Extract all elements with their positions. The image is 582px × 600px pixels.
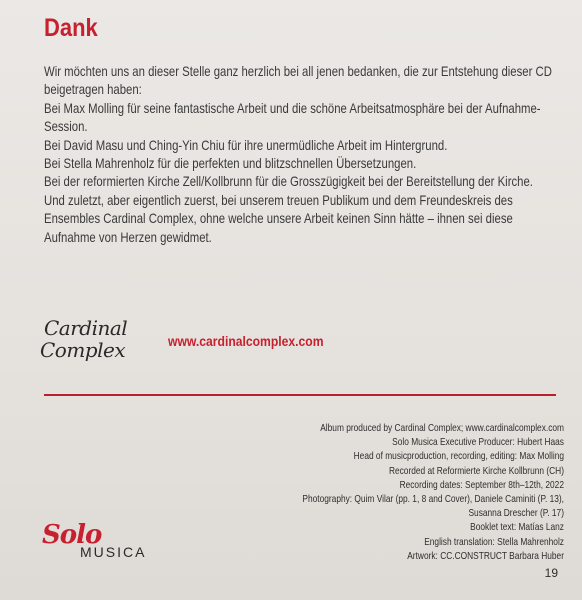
credit-line: Susanna Drescher (P. 17) [468, 508, 564, 520]
paragraph-max-molling: Bei Max Molling für seine fantastische Arbeit und die schöne Arbeitsatmosphäre bei der Aufnahme-Session. [44, 100, 541, 135]
paragraph-masu-chiu: Bei David Masu und Ching-Yin Chiu für ihre unermüdliche Arbeit im Hintergrund. [44, 137, 448, 153]
credit-line: English translation: Stella Mahrenholz [424, 536, 564, 548]
solo-musica-logo [42, 520, 182, 570]
logo-line-1: Cardinal [44, 316, 128, 340]
credit-line: Recorded at Reformierte Kirche Kollbrunn (CH) [388, 465, 564, 477]
credit-line: Recording dates: September 8th–12th, 2022 [399, 479, 564, 491]
solo-logo-script: Solo [42, 520, 102, 550]
credit-line: Photography: Quim Vilar (pp. 1, 8 and Cover), Daniele Caminiti (P. 13), [302, 494, 564, 506]
cardinal-complex-logo [38, 314, 158, 370]
paragraph-church: Bei der reformierten Kirche Zell/Kollbrunn für die Grosszügigkeit bei der Bereitstellung der Kirche. [44, 174, 533, 190]
paragraph-audience: Und zuletzt, aber eigentlich zuerst, bei unserem treuen Publikum und dem Freundeskreis des Ensembles Cardinal Complex, ohne welche unsere Arbeit keinen Sinn hätte – ihnen sei diese Aufnahme von Herzen gewidmet. [44, 192, 513, 245]
credit-line: Booklet text: Matías Lanz [470, 522, 564, 534]
production-credits [302, 422, 564, 564]
logo-line-2: Complex [40, 338, 126, 362]
page-title: Dank [44, 14, 98, 42]
credit-line: Artwork: CC.CONSTRUCT Barbara Huber [407, 550, 564, 562]
section-divider [44, 394, 556, 396]
solo-logo-musica: MUSICA [80, 544, 147, 560]
credit-line: Head of musicproduction, recording, editing: Max Molling [353, 451, 564, 463]
acknowledgements-text [44, 63, 562, 247]
credit-line: Album produced by Cardinal Complex; www.cardinalcomplex.com [320, 423, 564, 434]
website-link[interactable]: www.cardinalcomplex.com [168, 334, 324, 349]
credit-line: Solo Musica Executive Producer: Hubert Haas [392, 437, 564, 449]
paragraph-mahrenholz: Bei Stella Mahrenholz für die perfekten und blitzschnellen Übersetzungen. [44, 156, 417, 172]
page-number: 19 [544, 566, 558, 580]
paragraph-intro: Wir möchten uns an dieser Stelle ganz herzlich bei all jenen bedanken, die zur Entstehung dieser CD beigetragen haben: [44, 64, 552, 98]
